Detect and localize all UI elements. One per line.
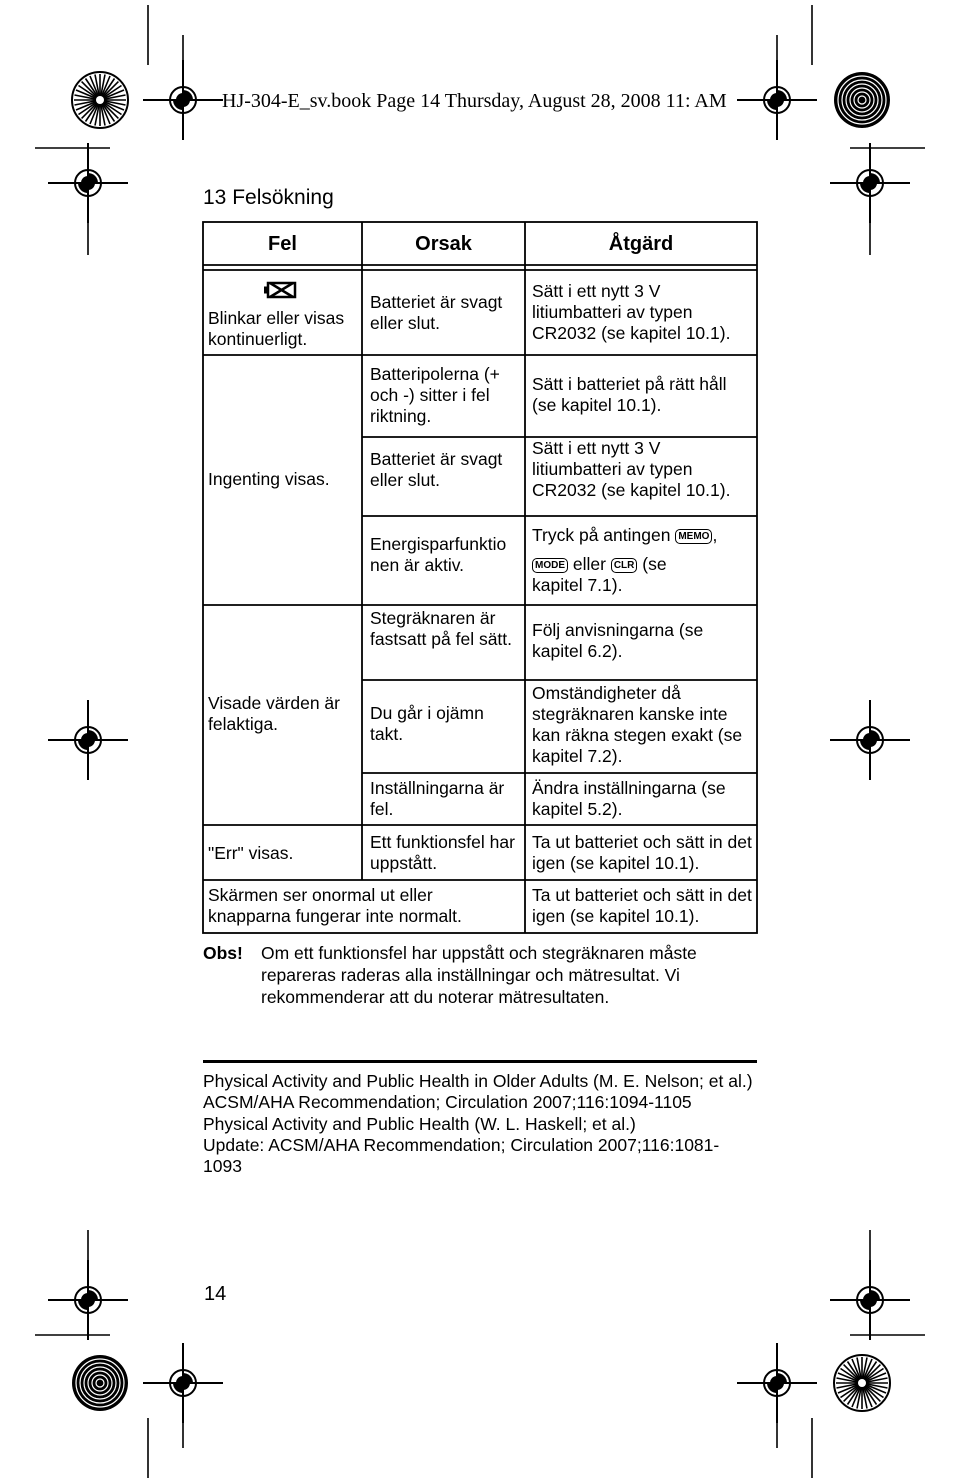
header-fel: Fel	[268, 233, 297, 255]
obs-label: Obs!	[203, 943, 243, 963]
orsak-row-8: Ett funktionsfel har uppstått.	[370, 832, 515, 873]
footnote	[203, 1071, 757, 1177]
atgard-row-3: Sätt i ett nytt 3 V litiumbatteri av typen CR2032 (se kapitel 10.1).	[532, 438, 731, 500]
orsak-row-5: Stegräknaren är fastsatt på fel sätt.	[370, 608, 513, 649]
atgard-row-4-ref: kapitel 7.1).	[532, 575, 623, 595]
footnote-rule	[203, 1060, 757, 1063]
mode-button-icon: MODE	[532, 558, 568, 573]
atgard-row-7: Ändra inställningarna (se kapitel 5.2).	[532, 778, 726, 819]
header-orsak: Orsak	[415, 233, 472, 255]
atgard-row-4-text-d: (se	[642, 554, 667, 574]
atgard-row-6: Omständigheter då stegräknaren kanske inte kan räkna stegen exakt (se kapitel 7.2).	[532, 683, 743, 766]
footnote-line-3: Physical Activity and Public Health (W. L. Haskell; et al.)	[203, 1113, 636, 1134]
atgard-row-4-text-b: ,	[712, 525, 718, 545]
orsak-row-2: Batteripolerna (+ och -) sitter i fel riktning.	[370, 364, 500, 426]
fel-visade: Visade värden är felaktiga.	[208, 693, 340, 734]
obs-text: Om ett funktionsfel har uppstått och stegräknaren måste repareras raderas alla inställningar och mätresultat. Vi rekommenderar att du noterar mätresultaten.	[261, 943, 697, 1007]
atgard-row-4-text-c: eller	[572, 554, 606, 574]
orsak-row-3: Batteriet är svagt eller slut.	[370, 449, 503, 490]
battery-crossed-icon	[264, 283, 295, 297]
footnote-line-4: Update: ACSM/AHA Recommendation; Circulation 2007;116:1081-1093	[203, 1134, 720, 1177]
atgard-row-4-text-a: Tryck på antingen	[532, 525, 671, 545]
footnote-line-1: Physical Activity and Public Health in Older Adults (M. E. Nelson; et al.)	[203, 1071, 753, 1091]
print-header: HJ-304-E_sv.book Page 14 Thursday, August 28, 2008 11: AM	[222, 90, 727, 112]
footnote-line-2: ACSM/AHA Recommendation; Circulation 2007;116:1094-1105	[203, 1092, 692, 1113]
fel-blinkar: Blinkar eller visas kontinuerligt.	[208, 308, 345, 349]
atgard-row-9: Ta ut batteriet och sätt in det igen (se kapitel 10.1).	[532, 885, 752, 926]
atgard-row-2: Sätt i batteriet på rätt håll (se kapitel 10.1).	[532, 374, 727, 415]
section-title: 13 Felsökning	[203, 186, 334, 209]
orsak-row-6: Du går i ojämn takt.	[370, 703, 484, 744]
atgard-row-4	[532, 521, 754, 579]
fel-ingenting: Ingenting visas.	[208, 469, 330, 489]
clr-button-icon: CLR	[611, 558, 638, 573]
atgard-row-8: Ta ut batteriet och sätt in det igen (se kapitel 10.1).	[532, 832, 752, 873]
atgard-row-1: Sätt i ett nytt 3 V litiumbatteri av typen CR2032 (se kapitel 10.1).	[532, 281, 731, 343]
fel-err: "Err" visas.	[208, 843, 294, 863]
header-atgard: Åtgärd	[608, 233, 674, 255]
atgard-row-5: Följ anvisningarna (se kapitel 6.2).	[532, 620, 704, 661]
fel-skarmen: Skärmen ser onormal ut eller knapparna fungerar inte normalt.	[208, 885, 462, 926]
orsak-row-4: Energisparfunktio nen är aktiv.	[370, 534, 507, 575]
memo-button-icon: MEMO	[675, 529, 712, 544]
orsak-row-1: Batteriet är svagt eller slut.	[370, 292, 503, 333]
page-number: 14	[204, 1283, 227, 1305]
orsak-row-7: Inställningarna är fel.	[370, 778, 505, 819]
